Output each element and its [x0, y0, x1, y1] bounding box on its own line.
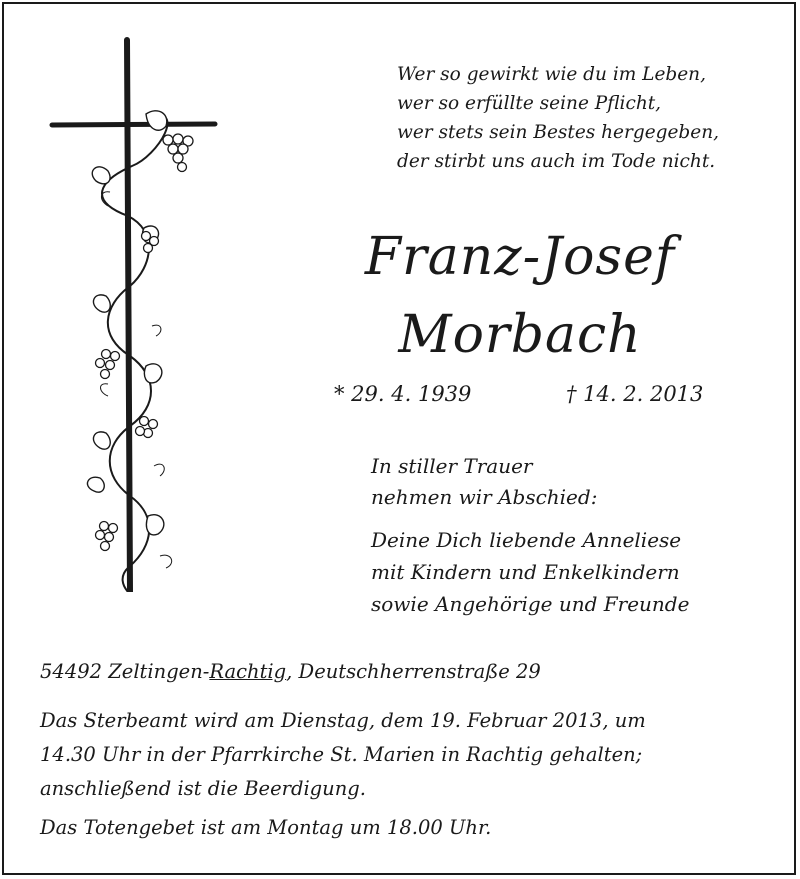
poem-line: der stirbt uns auch im Tode nicht. — [397, 151, 716, 172]
address-underlined: Rachtig — [209, 660, 287, 683]
funeral-service-info — [40, 704, 780, 806]
death-date: † 14. 2. 2013 — [566, 382, 704, 406]
cross-with-grapevine-icon — [48, 36, 218, 592]
memorial-poem — [397, 60, 777, 176]
address-prefix: 54492 Zeltingen- — [40, 660, 210, 683]
mourning-text — [371, 451, 597, 513]
prayer-info: Das Totengebet ist am Montag um 18.00 Uhr. — [40, 816, 492, 839]
poem-line: wer stets sein Bestes hergegeben, — [397, 122, 720, 143]
family-list — [371, 524, 689, 620]
service-line: anschließend ist die Beerdigung. — [40, 777, 366, 800]
poem-line: wer so erfüllte seine Pflicht, — [397, 93, 662, 114]
family-line: Deine Dich liebende Anneliese — [371, 528, 682, 552]
service-line: Das Sterbeamt wird am Dienstag, dem 19. Februar 2013, um — [40, 709, 646, 732]
mourning-line: In stiller Trauer — [371, 454, 533, 478]
family-line: sowie Angehörige und Freunde — [371, 592, 690, 616]
deceased-name — [300, 218, 740, 374]
family-address — [40, 660, 541, 683]
service-line: 14.30 Uhr in der Pfarrkirche St. Marien in Rachtig gehalten; — [40, 743, 643, 766]
deceased-first-name: Franz-Josef — [364, 227, 676, 287]
address-suffix: , Deutschherrenstraße 29 — [286, 660, 541, 683]
family-line: mit Kindern und Enkelkindern — [371, 560, 680, 584]
mourning-line: nehmen wir Abschied: — [371, 485, 598, 509]
poem-line: Wer so gewirkt wie du im Leben, — [397, 64, 706, 85]
birth-date: * 29. 4. 1939 — [334, 382, 472, 406]
deceased-last-name: Morbach — [398, 305, 642, 365]
